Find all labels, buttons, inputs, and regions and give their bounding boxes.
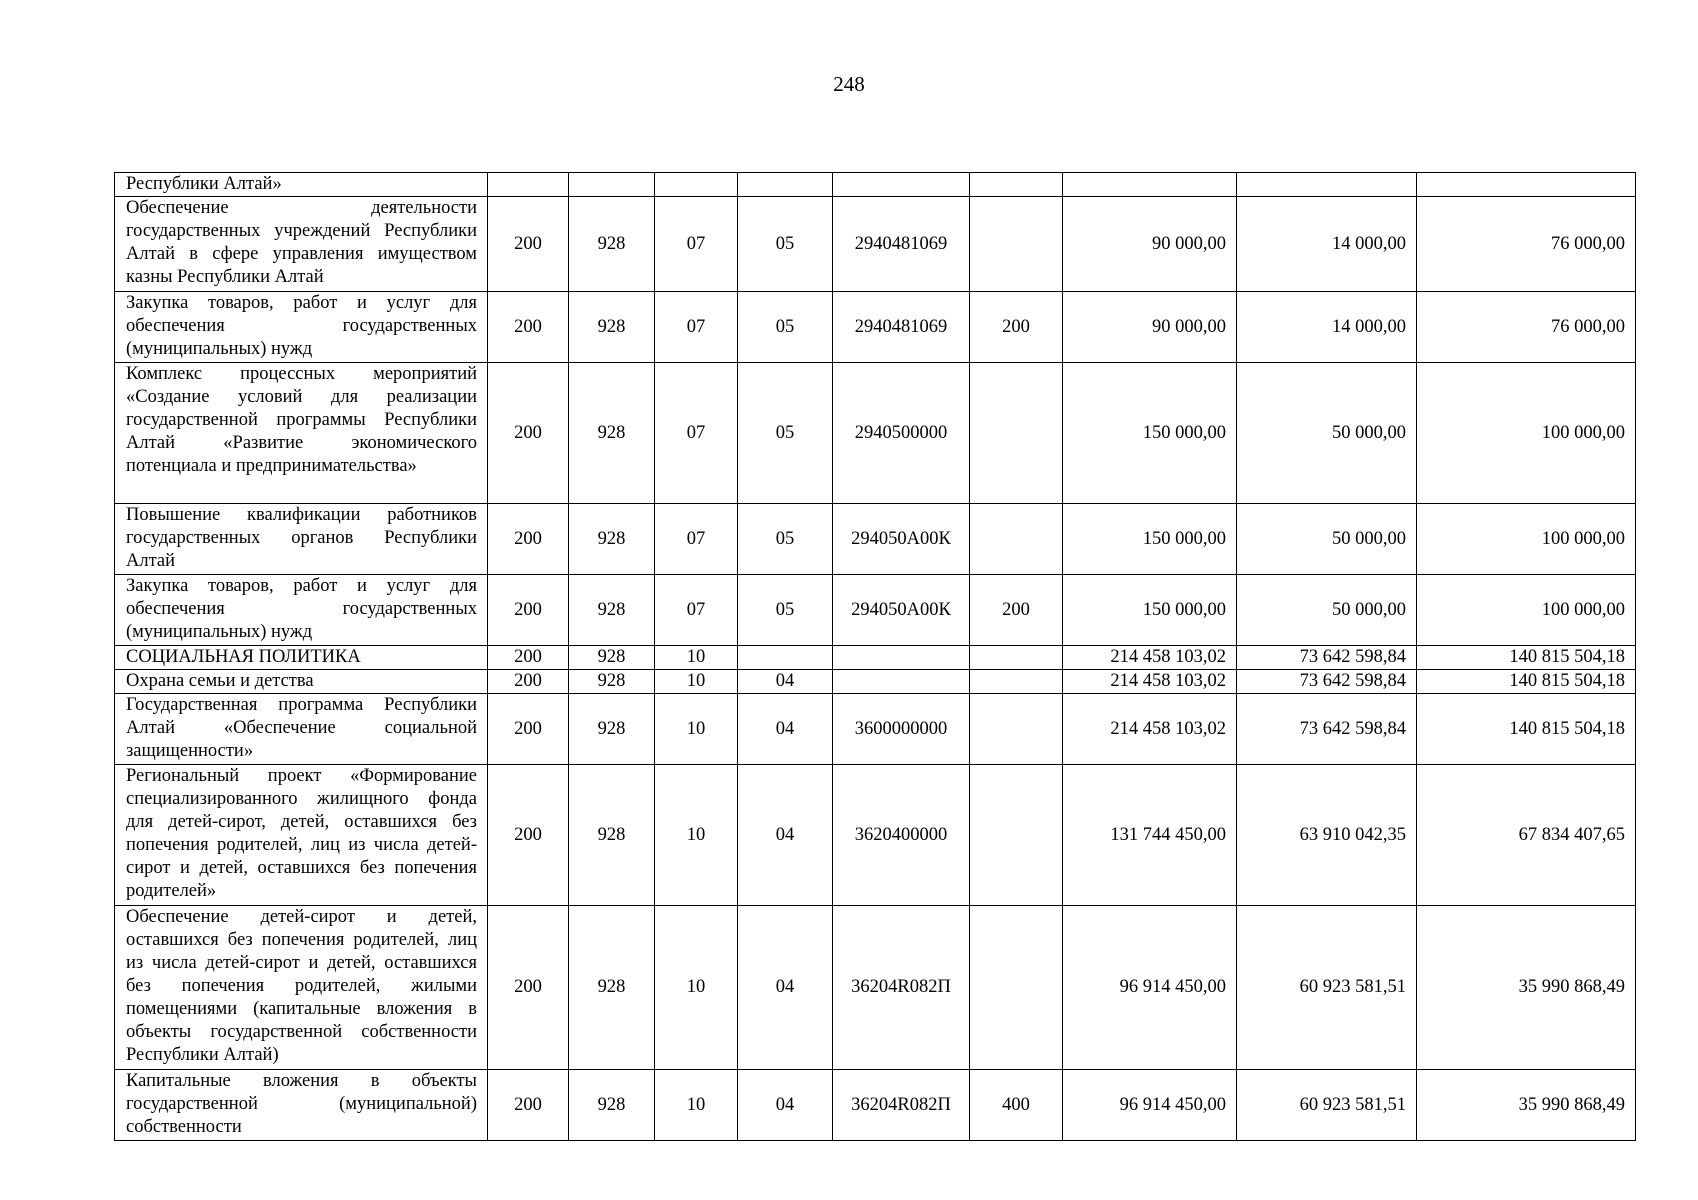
cell-v1: 96 914 450,00: [1063, 1070, 1237, 1141]
cell-c6: [970, 504, 1063, 575]
cell-v3: [1417, 173, 1636, 197]
cell-v1: 214 458 103,02: [1063, 694, 1237, 765]
cell-v3: 67 834 407,65: [1417, 765, 1636, 906]
cell-c2: 928: [569, 646, 655, 670]
cell-c1: 200: [488, 765, 569, 906]
cell-v1: 131 744 450,00: [1063, 765, 1237, 906]
cell-c4: 04: [738, 765, 833, 906]
cell-c2: 928: [569, 575, 655, 646]
row-name: Региональный проект «Формирование специализированного жилищного фонда для детей-сирот, детей, оставшихся без попечения родителей, лиц из числа детей-сирот и детей, оставшихся без попечения родителей»: [115, 765, 488, 906]
cell-c5: 2940481069: [833, 292, 970, 363]
cell-v2: 50 000,00: [1237, 363, 1417, 504]
cell-c5: 2940500000: [833, 363, 970, 504]
cell-v1: 90 000,00: [1063, 292, 1237, 363]
cell-c2: 928: [569, 694, 655, 765]
cell-v2: 73 642 598,84: [1237, 670, 1417, 694]
cell-c2: 928: [569, 363, 655, 504]
cell-c5: [833, 173, 970, 197]
cell-v1: [1063, 173, 1237, 197]
cell-c2: 928: [569, 504, 655, 575]
cell-c1: 200: [488, 575, 569, 646]
cell-c3: 07: [655, 292, 738, 363]
table-row: [115, 1070, 1636, 1141]
cell-v2: 73 642 598,84: [1237, 694, 1417, 765]
row-name: Государственная программа Республики Алтай «Обеспечение социальной защищенности»: [115, 694, 488, 765]
cell-c6: [970, 363, 1063, 504]
cell-c5: 294050А00К: [833, 504, 970, 575]
cell-v2: 50 000,00: [1237, 504, 1417, 575]
cell-c2: 928: [569, 292, 655, 363]
cell-c6: [970, 694, 1063, 765]
row-name: Закупка товаров, работ и услуг для обеспечения государственных (муниципальных) нужд: [115, 292, 488, 363]
cell-v3: 140 815 504,18: [1417, 694, 1636, 765]
cell-c2: 928: [569, 765, 655, 906]
cell-v2: 14 000,00: [1237, 197, 1417, 292]
cell-v1: 90 000,00: [1063, 197, 1237, 292]
cell-c6: [970, 173, 1063, 197]
table-row: [115, 694, 1636, 765]
cell-c6: [970, 765, 1063, 906]
cell-c3: 07: [655, 575, 738, 646]
page-number: 248: [833, 72, 865, 96]
cell-v3: 76 000,00: [1417, 292, 1636, 363]
row-name: Обеспечение деятельности государственных учреждений Республики Алтай в сфере управления имуществом казны Республики Алтай: [115, 197, 488, 292]
cell-v1: 214 458 103,02: [1063, 646, 1237, 670]
cell-c2: 928: [569, 906, 655, 1070]
cell-v2: [1237, 173, 1417, 197]
row-name: Комплекс процессных мероприятий «Создание условий для реализации государственной программы Республики Алтай «Развитие экономического потенциала и предпринимательства»: [115, 363, 488, 504]
cell-c2: 928: [569, 670, 655, 694]
cell-c1: 200: [488, 670, 569, 694]
table-row: [115, 765, 1636, 906]
cell-v2: 50 000,00: [1237, 575, 1417, 646]
cell-v1: 150 000,00: [1063, 504, 1237, 575]
cell-c1: 200: [488, 292, 569, 363]
cell-v2: 14 000,00: [1237, 292, 1417, 363]
cell-v1: 150 000,00: [1063, 575, 1237, 646]
cell-v2: 73 642 598,84: [1237, 646, 1417, 670]
cell-c1: 200: [488, 694, 569, 765]
cell-c1: 200: [488, 197, 569, 292]
row-name: Закупка товаров, работ и услуг для обеспечения государственных (муниципальных) нужд: [115, 575, 488, 646]
cell-c4: 04: [738, 670, 833, 694]
cell-c5: 3600000000: [833, 694, 970, 765]
cell-c6: [970, 646, 1063, 670]
cell-c4: [738, 173, 833, 197]
cell-c5: [833, 646, 970, 670]
cell-c1: [488, 173, 569, 197]
table-row: [115, 670, 1636, 694]
budget-table: [114, 172, 1636, 1141]
cell-c3: 10: [655, 646, 738, 670]
table-row: [115, 504, 1636, 575]
cell-v3: 35 990 868,49: [1417, 906, 1636, 1070]
cell-c3: 10: [655, 1070, 738, 1141]
row-name: Обеспечение детей-сирот и детей, оставшихся без попечения родителей, лиц из числа детей-сирот и детей, оставшихся без попечения родителей, жилыми помещениями (капитальные вложения в объекты государственной собственности Республики Алтай): [115, 906, 488, 1070]
cell-c6: [970, 197, 1063, 292]
table-row: [115, 575, 1636, 646]
cell-v3: 140 815 504,18: [1417, 670, 1636, 694]
cell-c1: 200: [488, 646, 569, 670]
cell-c3: [655, 173, 738, 197]
cell-c5: [833, 670, 970, 694]
table-row: [115, 363, 1636, 504]
cell-v1: 214 458 103,02: [1063, 670, 1237, 694]
cell-v3: 100 000,00: [1417, 575, 1636, 646]
cell-v3: 76 000,00: [1417, 197, 1636, 292]
cell-c4: 04: [738, 1070, 833, 1141]
cell-c4: 05: [738, 292, 833, 363]
cell-c2: [569, 173, 655, 197]
cell-c3: 10: [655, 694, 738, 765]
cell-c4: 05: [738, 197, 833, 292]
cell-c4: [738, 646, 833, 670]
cell-v2: 60 923 581,51: [1237, 1070, 1417, 1141]
cell-v1: 150 000,00: [1063, 363, 1237, 504]
row-name: Капитальные вложения в объекты государственной (муниципальной) собственности: [115, 1070, 488, 1141]
cell-c5: 3620400000: [833, 765, 970, 906]
cell-c3: 10: [655, 906, 738, 1070]
cell-c4: 04: [738, 906, 833, 1070]
cell-c4: 05: [738, 504, 833, 575]
row-name: СОЦИАЛЬНАЯ ПОЛИТИКА: [115, 646, 488, 670]
table-row: [115, 646, 1636, 670]
cell-c6: 200: [970, 292, 1063, 363]
cell-v3: 140 815 504,18: [1417, 646, 1636, 670]
row-name: Охрана семьи и детства: [115, 670, 488, 694]
cell-c6: 400: [970, 1070, 1063, 1141]
cell-c3: 07: [655, 197, 738, 292]
cell-c1: 200: [488, 906, 569, 1070]
cell-c2: 928: [569, 197, 655, 292]
cell-c3: 10: [655, 765, 738, 906]
cell-c4: 05: [738, 363, 833, 504]
cell-c6: 200: [970, 575, 1063, 646]
cell-v3: 35 990 868,49: [1417, 1070, 1636, 1141]
table-row: [115, 173, 1636, 197]
cell-c1: 200: [488, 363, 569, 504]
cell-c2: 928: [569, 1070, 655, 1141]
cell-c1: 200: [488, 1070, 569, 1141]
cell-v1: 96 914 450,00: [1063, 906, 1237, 1070]
cell-c4: 04: [738, 694, 833, 765]
table-row: [115, 292, 1636, 363]
cell-c3: 07: [655, 363, 738, 504]
cell-c1: 200: [488, 504, 569, 575]
cell-c5: 294050А00К: [833, 575, 970, 646]
cell-c5: 2940481069: [833, 197, 970, 292]
cell-c3: 07: [655, 504, 738, 575]
table-row: [115, 906, 1636, 1070]
row-name: Республики Алтай»: [115, 173, 488, 197]
cell-v3: 100 000,00: [1417, 363, 1636, 504]
cell-v3: 100 000,00: [1417, 504, 1636, 575]
table-row: [115, 197, 1636, 292]
cell-c6: [970, 906, 1063, 1070]
row-name: Повышение квалификации работников государственных органов Республики Алтай: [115, 504, 488, 575]
cell-v2: 63 910 042,35: [1237, 765, 1417, 906]
cell-c5: 36204R082П: [833, 1070, 970, 1141]
cell-c3: 10: [655, 670, 738, 694]
cell-c4: 05: [738, 575, 833, 646]
cell-v2: 60 923 581,51: [1237, 906, 1417, 1070]
cell-c6: [970, 670, 1063, 694]
cell-c5: 36204R082П: [833, 906, 970, 1070]
